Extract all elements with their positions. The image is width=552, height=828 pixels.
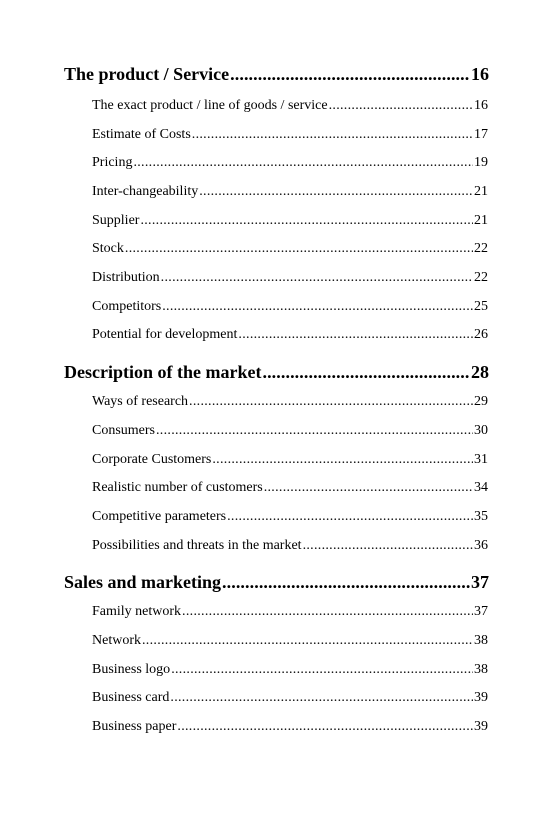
toc-item[interactable]: [92, 270, 488, 286]
dot-leader: [238, 327, 473, 343]
toc-item[interactable]: [92, 327, 488, 343]
toc-item[interactable]: [92, 127, 488, 143]
toc-section-title: Sales and marketing: [64, 572, 222, 592]
toc-item-title: Distribution: [92, 270, 160, 285]
dot-leader: [230, 64, 470, 85]
dot-leader: [189, 394, 473, 410]
toc-item[interactable]: [92, 423, 488, 439]
toc-item-title: Consumers: [92, 423, 155, 438]
toc-page-number: 34: [474, 480, 488, 495]
toc-item[interactable]: [92, 690, 488, 706]
toc-item-title: Business logo: [92, 662, 171, 677]
dot-leader: [262, 362, 470, 383]
dot-leader: [222, 572, 470, 593]
dot-leader: [303, 538, 473, 554]
toc-item[interactable]: [92, 509, 488, 525]
toc-item[interactable]: [92, 299, 488, 315]
toc-page-number: 19: [474, 155, 488, 170]
dot-leader: [264, 480, 473, 496]
toc-page-number: 28: [471, 362, 489, 382]
toc-page-number: 38: [474, 633, 488, 648]
toc-item[interactable]: [92, 662, 488, 678]
toc-item-title: Inter-changeability: [92, 184, 199, 199]
toc-page-number: 30: [474, 423, 488, 438]
toc-item[interactable]: [92, 633, 488, 649]
toc-item-title: Potential for development: [92, 327, 238, 342]
toc-section-description-of-market[interactable]: [64, 362, 489, 383]
toc-page-number: 21: [474, 184, 488, 199]
toc-section-product-service[interactable]: [64, 64, 489, 85]
toc-page-number: 16: [471, 64, 489, 84]
toc-item-title: Family network: [92, 604, 182, 619]
dot-leader: [156, 423, 473, 439]
toc-section-sales-marketing[interactable]: [64, 572, 489, 593]
toc-item-title: Business card: [92, 690, 170, 705]
dot-leader: [227, 509, 473, 525]
toc-item[interactable]: [92, 155, 488, 171]
toc-page-number: 35: [474, 509, 488, 524]
toc-page-number: 22: [474, 241, 488, 256]
dot-leader: [171, 662, 473, 678]
toc-page-number: 39: [474, 719, 488, 734]
toc-page-number: 25: [474, 299, 488, 314]
toc-item-title: Pricing: [92, 155, 133, 170]
toc-item-title: Stock: [92, 241, 124, 256]
toc-item-title: Possibilities and threats in the market: [92, 538, 302, 553]
toc-item-title: The exact product / line of goods / service: [92, 98, 328, 113]
dot-leader: [329, 98, 473, 114]
toc-item[interactable]: [92, 213, 488, 229]
dot-leader: [162, 299, 473, 315]
toc-item[interactable]: [92, 452, 488, 468]
toc-item[interactable]: [92, 719, 488, 735]
dot-leader: [177, 719, 473, 735]
toc-page-number: 31: [474, 452, 488, 467]
toc-item-title: Competitive parameters: [92, 509, 227, 524]
toc-page-number: 22: [474, 270, 488, 285]
dot-leader: [133, 155, 473, 171]
toc-section-title: Description of the market: [64, 362, 262, 382]
dot-leader: [125, 241, 473, 257]
toc-page-number: 16: [474, 98, 488, 113]
toc-page-number: 37: [471, 572, 489, 592]
toc-item[interactable]: [92, 538, 488, 554]
dot-leader: [142, 633, 473, 649]
dot-leader: [212, 452, 473, 468]
toc-item-title: Corporate Customers: [92, 452, 212, 467]
toc-item[interactable]: [92, 394, 488, 410]
toc-page-number: 26: [474, 327, 488, 342]
toc-item[interactable]: [92, 98, 488, 114]
toc-page-number: 29: [474, 394, 488, 409]
toc-item[interactable]: [92, 241, 488, 257]
toc-page-number: 36: [474, 538, 488, 553]
toc-item[interactable]: [92, 480, 488, 496]
toc-item-title: Supplier: [92, 213, 140, 228]
toc-item[interactable]: [92, 184, 488, 200]
toc-item-title: Network: [92, 633, 141, 648]
dot-leader: [170, 690, 473, 706]
toc-page-number: 37: [474, 604, 488, 619]
toc-page-number: 21: [474, 213, 488, 228]
toc-item-title: Ways of research: [92, 394, 189, 409]
toc-page-number: 39: [474, 690, 488, 705]
dot-leader: [192, 127, 473, 143]
dot-leader: [161, 270, 473, 286]
dot-leader: [182, 604, 473, 620]
toc-item-title: Estimate of Costs: [92, 127, 191, 142]
toc-page-number: 38: [474, 662, 488, 677]
toc-page-number: 17: [474, 127, 488, 142]
toc-item[interactable]: [92, 604, 488, 620]
dot-leader: [140, 213, 473, 229]
toc-item-title: Competitors: [92, 299, 162, 314]
dot-leader: [199, 184, 473, 200]
toc-item-title: Business paper: [92, 719, 177, 734]
toc-section-title: The product / Service: [64, 64, 230, 84]
toc-item-title: Realistic number of customers: [92, 480, 263, 495]
